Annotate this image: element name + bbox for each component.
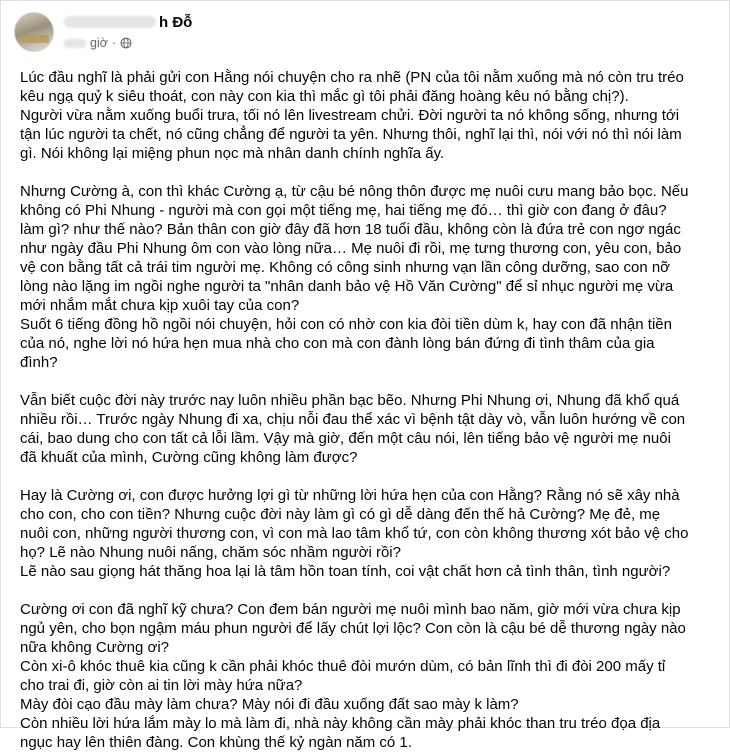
- post-text-line: Người vừa nằm xuống buổi trưa, tối nó lên livestream chửi. Đời người ta nó không sống, nhưng tới: [20, 107, 680, 124]
- post-text-line: không có Phi Nhung - người mà con gọi một tiếng mẹ, hai tiếng mẹ đó… thì giờ con đang ở đâu?: [20, 202, 667, 219]
- post-text-line: Suốt 6 tiếng đồng hồ ngồi nói chuyện, hỏi con có nhờ con kia đòi tiền dùm k, hay con đã nhận tiền: [20, 316, 672, 333]
- post-header: [14, 10, 192, 54]
- post-text-line: mới nhắm mắt chưa kịp xuôi tay của con?: [20, 297, 300, 314]
- author-name-visible[interactable]: h Đỗ: [159, 13, 193, 31]
- post-text-line: kêu ngạ quỷ k siêu thoát, con này con kia thì mắc gì tôi phải đăng hoàng kêu nó bằng chị?).: [20, 88, 629, 105]
- post-time[interactable]: giờ: [90, 36, 108, 50]
- post-paragraph: [20, 391, 718, 467]
- avatar-photo-detail: [21, 35, 49, 43]
- post-text-line: Mày đòi cạo đầu mày làm chưa? Mày nói đi đầu xuống đất sao mày k làm?: [20, 696, 519, 713]
- post-paragraph: [20, 68, 718, 163]
- post-text-line: nhiều rồi… Trước ngày Nhung đi xa, chịu nỗi đau thể xác vì bệnh tật dày vò, vẫn luôn hướng về con: [20, 411, 686, 428]
- post-paragraph: [20, 600, 718, 752]
- post-text-line: Hay là Cường ơi, con được hưởng lợi gì từ những lời hứa hẹn của con Hằng? Rằng nó sẽ xây nhà: [20, 487, 680, 504]
- post-meta: [64, 12, 192, 52]
- post-text-line: ngủ yên, cho bọn ngậm máu phun người để lấy chút lợi lộc? Con còn là cậu bé dễ thương ngày nào: [20, 620, 686, 637]
- post-time-row: [64, 34, 192, 52]
- post-text-line: đã khuất của mình, Cường cũng không làm được?: [20, 449, 358, 466]
- post-text-line: Nhưng Cường à, con thì khác Cường ạ, từ cậu bé nông thôn được mẹ nuôi cưu mang bảo bọc. Nếu: [20, 183, 689, 200]
- post-text-line: Vẫn biết cuộc đời này trước nay luôn nhiều phần bạc bẽo. Nhưng Phi Nhung ơi, Nhung đã khổ quá: [20, 392, 680, 409]
- post-text-line: làm gì? như thế nào? Bản thân con giờ đây đã hơn 18 tuổi đầu, không còn là đứa trẻ con ngơ ngác: [20, 221, 681, 238]
- globe-icon[interactable]: [120, 37, 132, 49]
- post-text-line: Lẽ nào sau giọng hát thăng hoa lại là tâm hồn toan tính, coi vật chất hơn cả tình thân, tình người?: [20, 563, 671, 580]
- post-text-line: nuôi con, những người thương con, vì con mà lao tâm khổ tứ, con còn không thương xót bảo vệ cho: [20, 525, 689, 542]
- post-text-line: đình?: [20, 354, 58, 371]
- post-text-line: Còn xi-ô khóc thuê kia cũng k cần phải khóc thuê đòi mướn dùm, có bản lĩnh thì đi đòi 200 mấy tỉ: [20, 658, 666, 675]
- author-name-redacted: [64, 16, 156, 28]
- post-time-redacted: [64, 39, 86, 48]
- post-text-line: vệ con bằng tất cả trái tim người mẹ. Không có công sinh nhưng vạn lần công dưỡng, sao con nỡ: [20, 259, 671, 276]
- post-body: [20, 68, 718, 752]
- post-text-line: họ? Lẽ nào Nhung nuôi nấng, chăm sóc nhầm người rồi?: [20, 544, 401, 561]
- post-text-line: Còn nhiều lời hứa lắm mày lo mà làm đi, nhà này không cần mày phải khóc than tru tréo đọa địa: [20, 715, 661, 732]
- author-name[interactable]: [64, 12, 192, 32]
- post-text-line: như ngày đầu Phi Nhung ôm con vào lòng nữa… Mẹ nuôi đi rồi, mẹ tưng thương con, yêu con, bảo: [20, 240, 682, 257]
- post-text-line: tận lúc người ta chết, nó cũng chẳng để người ta yên. Nhưng thôi, nghĩ lại thì, nói với nó thì nói làm: [20, 126, 682, 143]
- post-text-line: cho trai đi, giờ còn ai tin lời mày hứa nữa?: [20, 677, 303, 694]
- post-text-line: của nó, nghe lời nó hứa hẹn mua nhà cho con mà con đành lòng bán đứng đi tình thâm của gia: [20, 335, 655, 352]
- post-text-line: gì. Nói không lại miệng phun nọc mà nhân danh chính nghĩa ấy.: [20, 145, 445, 162]
- author-avatar[interactable]: [14, 12, 54, 52]
- post-text-line: lòng nào lặng im ngồi nghe người ta "nhân danh bảo vệ Hồ Văn Cường" để sỉ nhục người mẹ vừa: [20, 278, 674, 295]
- post-text-line: nữa không Cường ơi?: [20, 639, 170, 656]
- post-paragraph: [20, 182, 718, 372]
- post-paragraph: [20, 486, 718, 581]
- post-text-line: Cường ơi con đã nghĩ kỹ chưa? Con đem bán người mẹ nuôi mình bao năm, giờ mới vừa chưa kịp: [20, 601, 681, 618]
- post-text-line: cái, bao dung cho con tất cả lỗi lầm. Vậy mà giờ, đến một câu nói, lên tiếng bảo vệ người mẹ nuôi: [20, 430, 671, 447]
- post-text-line: cho con, cho con tiền? Nhưng cuộc đời này làm gì có gì dễ dàng đến thế hả Cường? Mẹ đẻ, mẹ: [20, 506, 661, 523]
- post-text-line: Lúc đầu nghĩ là phải gửi con Hằng nói chuyện cho ra nhẽ (PN của tôi nằm xuống mà nó còn tru tréo: [20, 69, 684, 86]
- meta-separator: ·: [111, 36, 117, 50]
- post-text-line: ngục hay lên thiên đàng. Con khùng thế kỷ ngàn năm có 1.: [20, 734, 412, 751]
